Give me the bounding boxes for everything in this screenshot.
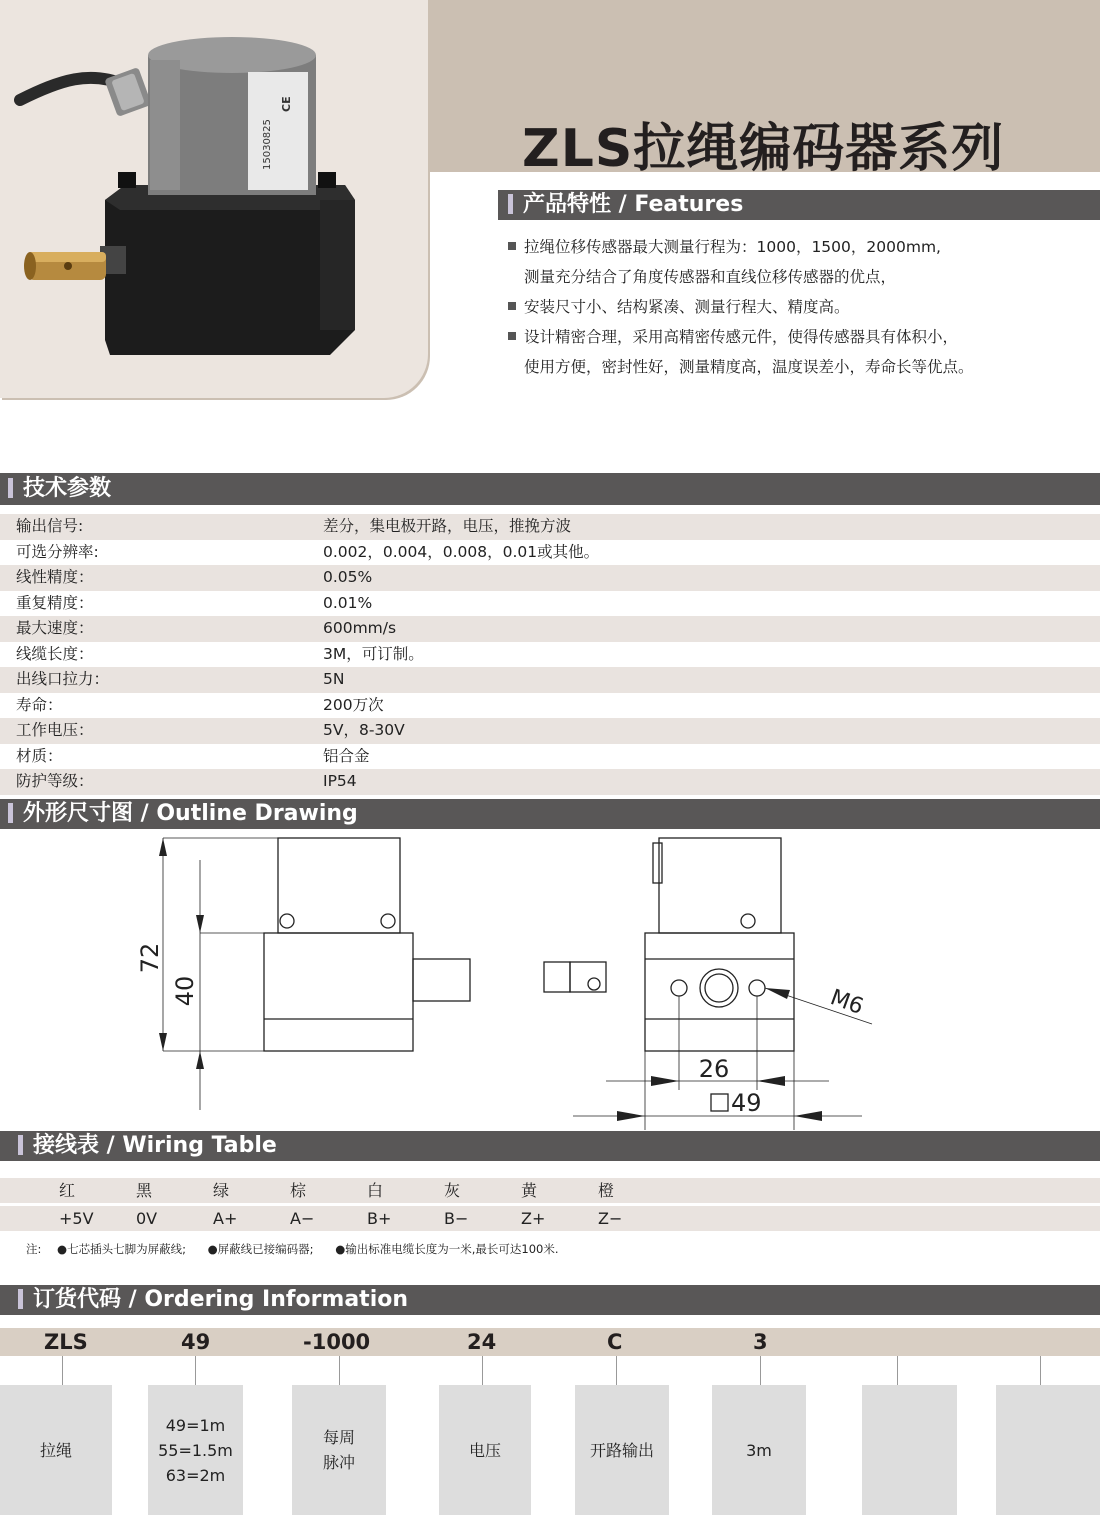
spec-row [0,591,1100,617]
order-code: ZLS [44,1330,88,1354]
wire-signal: A− [290,1209,315,1228]
spec-label: 重复精度： [16,593,94,612]
photo-ce: CE [280,96,293,112]
order-box-line: 55=1.5m [158,1440,233,1460]
order-box-line: 脉冲 [322,1453,355,1472]
spec-row [0,667,1100,693]
spec-label: 线缆长度： [16,644,94,663]
spec-label: 可选分辨率: [16,542,99,561]
spec-label: 防护等级： [16,772,94,790]
spec-row [0,540,1100,566]
outline-drawing [0,829,1100,1131]
wire-color: 白 [367,1181,384,1200]
spec-value: 3M，可订制。 [323,644,424,663]
wiring-heading: 接线表 / Wiring Table [33,1133,277,1158]
spec-value: 0.05% [323,568,373,586]
spec-label: 出线口拉力： [16,670,110,688]
square-symbol [711,1094,728,1111]
order-box-line: 每周 [322,1428,355,1447]
feature-item-cont: 使用方便，密封性好，测量精度高，温度误差小，寿命长等优点。 [524,358,974,376]
spec-row [0,565,1100,591]
connector-line [195,1356,196,1385]
wire-signal: Z+ [521,1209,546,1228]
order-code: -1000 [303,1330,371,1354]
section-marker [8,803,13,823]
spec-label: 工作电压： [16,721,94,739]
wire-signal: B− [444,1209,469,1228]
wire-color: 橙 [598,1181,615,1200]
order-box [292,1385,386,1515]
wire-color: 灰 [444,1181,461,1200]
features-list [508,232,1088,382]
dim-40: 40 [171,975,199,1007]
order-code: 49 [181,1330,211,1354]
features-heading: 产品特性 / Features [523,192,744,217]
wiring-signal-row [0,1206,1100,1231]
ordering-heading-bar [0,1285,1100,1315]
order-box [148,1385,243,1515]
spec-row [0,616,1100,642]
order-box-line: 开路输出 [589,1440,654,1460]
wire-signal: A+ [213,1209,238,1228]
connector-line [62,1356,63,1385]
specs-heading-bar [0,473,1100,505]
order-box [0,1385,112,1515]
order-code: 24 [467,1330,497,1354]
bullet-icon: ● [57,1242,68,1256]
order-box [712,1385,806,1515]
spec-value: 差分，集电极开路，电压，推挽方波 [323,517,572,535]
spec-value: 5N [323,670,345,688]
spec-value: 5V，8-30V [323,721,405,739]
order-box-line: 电压 [468,1440,501,1460]
connector-line [339,1356,340,1385]
bullet-icon: ● [207,1242,218,1256]
feature-item: 拉绳位移传感器最大测量行程为：1000，1500，2000mm, [508,232,1088,262]
spec-row [0,642,1100,668]
order-code: C [607,1330,623,1354]
spec-value: 0.002，0.004，0.008，0.01或其他。 [323,542,600,561]
wiring-heading-bar [0,1131,1100,1161]
dim-m6: M6 [826,985,867,1020]
feature-item-cont: 测量充分结合了角度传感器和直线位移传感器的优点， [524,268,897,286]
dim-72: 72 [136,942,164,974]
wire-signal: B+ [367,1209,392,1228]
ordering-heading: 订货代码 / Ordering Information [33,1287,409,1312]
spec-value: 0.01% [323,593,373,612]
spec-row [0,514,1100,540]
order-box-line: 拉绳 [39,1440,72,1460]
connector-line [482,1356,483,1385]
product-photo [0,0,428,398]
ordering-code-band [0,1328,1100,1356]
wire-color: 绿 [213,1181,230,1200]
spec-label: 最大速度： [16,619,94,637]
section-marker [8,478,13,498]
order-box [575,1385,669,1515]
feature-item: 安装尺寸小、结构紧凑、测量行程大、精度高。 [508,292,1088,322]
section-marker [18,1289,23,1309]
wire-color: 黑 [136,1181,153,1200]
wiring-color-row [0,1178,1100,1203]
spec-label: 线性精度： [16,568,94,586]
section-marker [508,194,513,214]
spec-label: 寿命： [16,695,63,714]
order-box-line: 49=1m [165,1415,226,1435]
order-box [862,1385,957,1515]
dim-49: 49 [731,1089,762,1117]
spec-label: 材质： [16,746,63,765]
bullet-icon: ● [335,1242,346,1256]
note-item: 七芯插头七脚为屏蔽线; [67,1242,186,1256]
page-title: ZLS拉绳编码器系列 [522,119,1005,179]
section-marker [18,1135,23,1155]
spec-row [0,718,1100,744]
feature-item: 设计精密合理，采用高精密传感元件，使得传感器具有体积小， [508,322,1088,352]
order-box-line: 3m [746,1440,772,1460]
wiring-notes [26,1241,559,1257]
note-item: 屏蔽线已接编码器; [217,1242,314,1256]
drawing-heading: 外形尺寸图 / Outline Drawing [23,801,358,826]
dim-26: 26 [698,1055,730,1083]
order-box [439,1385,531,1515]
spec-value: 200万次 [323,695,384,714]
wire-signal: Z− [598,1209,623,1228]
order-box-line: 63=2m [165,1465,226,1485]
wire-signal: +5V [59,1209,94,1228]
spec-row [0,769,1100,795]
features-heading-bar [498,190,1100,220]
connector-line [760,1356,761,1385]
spec-row [0,693,1100,719]
photo-serial: 15030825 [262,119,273,170]
note-label: 注: [26,1242,42,1256]
note-item: 输出标准电缆长度为一米,最长可达100米. [345,1242,559,1256]
spec-label: 输出信号: [16,517,84,535]
order-box [996,1385,1100,1515]
spec-value: IP54 [323,772,357,790]
order-code: 3 [753,1330,768,1354]
specs-heading: 技术参数 [23,476,112,501]
connector-line [1040,1356,1041,1385]
drawing-heading-bar [0,799,1100,829]
connector-line [616,1356,617,1385]
wire-color: 棕 [290,1181,307,1200]
spec-value: 铝合金 [323,746,370,765]
spec-row [0,744,1100,770]
spec-value: 600mm/s [323,619,397,637]
wire-color: 红 [59,1181,76,1200]
connector-line [897,1356,898,1385]
wire-color: 黄 [521,1181,538,1200]
product-photo-panel [0,0,428,398]
wire-signal: 0V [136,1209,158,1228]
